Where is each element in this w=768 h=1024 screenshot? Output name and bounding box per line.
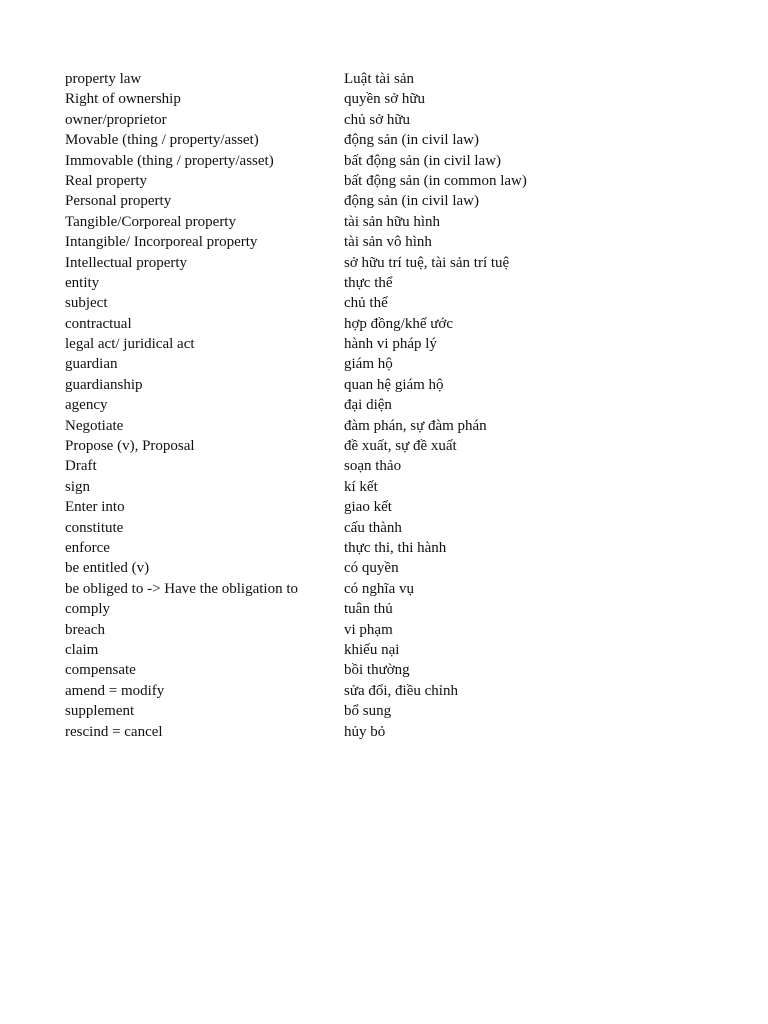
glossary-row xyxy=(65,314,705,334)
glossary-row xyxy=(65,477,705,497)
term-english: guardian xyxy=(65,356,118,373)
glossary-row xyxy=(65,232,705,252)
term-vietnamese: bồi thường xyxy=(344,662,410,679)
term-english: owner/proprietor xyxy=(65,111,167,128)
term-vietnamese: bất động sản (in civil law) xyxy=(344,152,502,169)
glossary-row xyxy=(65,89,705,109)
term-english: Propose (v), Proposal xyxy=(65,438,195,455)
term-vietnamese: đề xuất, sự đề xuất xyxy=(344,438,457,455)
glossary-row xyxy=(65,538,705,558)
term-english: sign xyxy=(65,478,91,495)
term-english: comply xyxy=(65,601,110,618)
term-vietnamese: thực thể xyxy=(344,274,393,291)
glossary-row xyxy=(65,558,705,578)
term-english: Personal property xyxy=(65,193,172,210)
term-vietnamese: sửa đổi, điều chỉnh xyxy=(344,682,458,699)
term-english: amend = modify xyxy=(65,682,165,699)
term-english: supplement xyxy=(65,703,135,720)
term-vietnamese: soạn thảo xyxy=(344,458,402,475)
term-vietnamese: Luật tài sản xyxy=(344,71,414,87)
glossary-row xyxy=(65,722,705,742)
term-vietnamese: hành vi pháp lý xyxy=(344,336,437,353)
glossary-row xyxy=(65,69,705,89)
term-english: rescind = cancel xyxy=(65,723,163,740)
glossary-row xyxy=(65,354,705,374)
glossary-row xyxy=(65,395,705,415)
glossary-row xyxy=(65,334,705,354)
glossary-row xyxy=(65,701,705,721)
term-english: Negotiate xyxy=(65,417,124,434)
term-vietnamese: có quyền xyxy=(344,560,399,577)
term-english: legal act/ juridical act xyxy=(65,336,195,353)
term-vietnamese: hợp đồng/khế ước xyxy=(344,315,453,332)
term-english: enforce xyxy=(65,539,110,556)
glossary-row xyxy=(65,436,705,456)
term-vietnamese: động sản (in civil law) xyxy=(344,132,479,149)
term-vietnamese: động sản (in civil law) xyxy=(344,193,479,210)
term-english: agency xyxy=(65,397,108,414)
glossary-row xyxy=(65,456,705,476)
glossary-row xyxy=(65,579,705,599)
glossary-row xyxy=(65,497,705,517)
term-vietnamese: đàm phán, sự đàm phán xyxy=(344,417,487,434)
term-vietnamese: tài sản vô hình xyxy=(344,234,432,251)
glossary-row xyxy=(65,375,705,395)
term-vietnamese: tài sản hữu hình xyxy=(344,213,441,230)
term-vietnamese: quan hệ giám hộ xyxy=(344,376,444,393)
term-english: be obliged to -> Have the obligation to xyxy=(65,580,298,597)
term-vietnamese: kí kết xyxy=(344,478,378,495)
glossary-table xyxy=(65,69,705,742)
term-vietnamese: giám hộ xyxy=(344,356,393,373)
glossary-row xyxy=(65,130,705,150)
glossary-row xyxy=(65,293,705,313)
glossary-row xyxy=(65,640,705,660)
term-vietnamese: thực thi, thi hành xyxy=(344,539,447,556)
glossary-row xyxy=(65,620,705,640)
term-english: Tangible/Corporeal property xyxy=(65,213,236,230)
term-english: property law xyxy=(65,71,142,87)
term-vietnamese: sở hữu trí tuệ, tài sản trí tuệ xyxy=(344,254,510,271)
glossary-row xyxy=(65,151,705,171)
term-vietnamese: tuân thủ xyxy=(344,601,393,618)
term-vietnamese: chủ sở hữu xyxy=(344,111,411,128)
glossary-row xyxy=(65,599,705,619)
glossary-row xyxy=(65,171,705,191)
term-english: Intellectual property xyxy=(65,254,188,271)
term-english: entity xyxy=(65,274,100,291)
term-vietnamese: đại diện xyxy=(344,397,392,414)
term-english: be entitled (v) xyxy=(65,560,150,577)
term-vietnamese: chủ thể xyxy=(344,295,388,312)
glossary-row xyxy=(65,110,705,130)
term-english: claim xyxy=(65,641,99,658)
glossary-row xyxy=(65,660,705,680)
term-english: constitute xyxy=(65,519,124,536)
term-english: guardianship xyxy=(65,376,143,393)
term-vietnamese: có nghĩa vụ xyxy=(344,580,414,597)
term-english: Movable (thing / property/asset) xyxy=(65,132,259,149)
term-english: Enter into xyxy=(65,499,125,516)
glossary-row xyxy=(65,681,705,701)
glossary-row xyxy=(65,518,705,538)
term-vietnamese: khiếu nại xyxy=(344,641,400,658)
glossary-row xyxy=(65,416,705,436)
term-vietnamese: bất động sản (in common law) xyxy=(344,172,527,189)
term-english: Immovable (thing / property/asset) xyxy=(65,152,274,169)
term-english: Draft xyxy=(65,458,97,475)
term-vietnamese: giao kết xyxy=(344,499,392,516)
term-vietnamese: vi phạm xyxy=(344,621,393,638)
glossary-row xyxy=(65,191,705,211)
term-vietnamese: bổ sung xyxy=(344,703,392,720)
glossary-row xyxy=(65,212,705,232)
term-vietnamese: hủy bỏ xyxy=(344,723,386,740)
term-english: subject xyxy=(65,295,108,312)
term-vietnamese: cấu thành xyxy=(344,519,402,536)
term-english: contractual xyxy=(65,315,132,332)
glossary-row xyxy=(65,253,705,273)
term-vietnamese: quyền sở hữu xyxy=(344,91,426,108)
term-english: Real property xyxy=(65,172,148,189)
glossary-row xyxy=(65,273,705,293)
term-english: Right of ownership xyxy=(65,91,181,108)
term-english: compensate xyxy=(65,662,136,679)
term-english: breach xyxy=(65,621,105,638)
term-english: Intangible/ Incorporeal property xyxy=(65,234,258,251)
